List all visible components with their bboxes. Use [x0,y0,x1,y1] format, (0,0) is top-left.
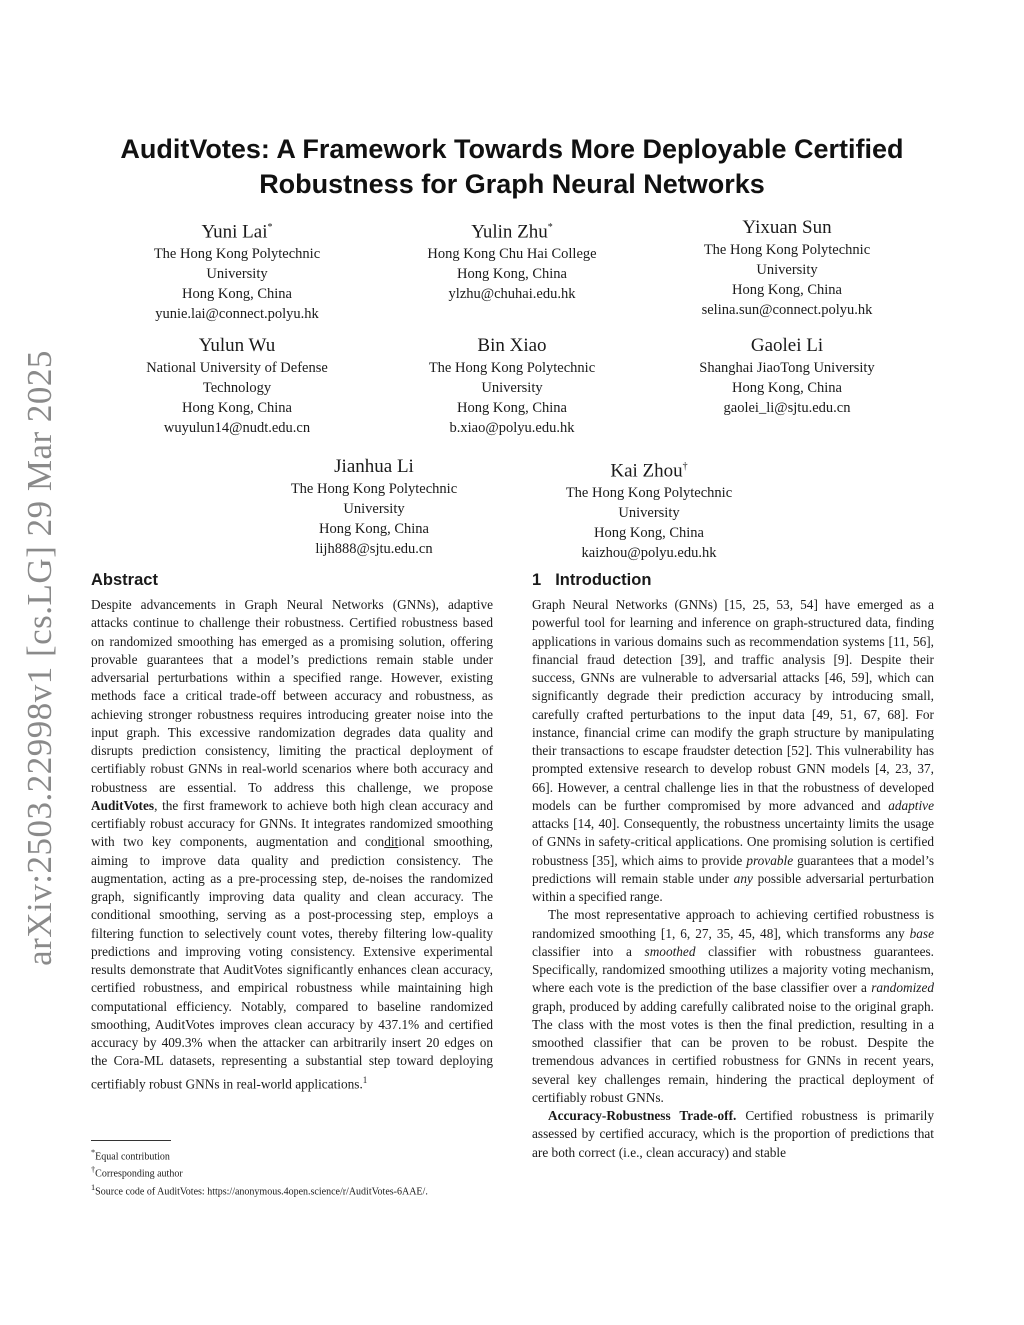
author-mark: * [547,222,553,233]
author-affiliation: Hong Kong Chu Hai College [427,246,597,263]
abstract-underlined-letters: g [268,834,276,850]
abstract-bold-term: AuditVotes [91,797,155,813]
intro-emphasis: randomized [871,980,934,996]
abstract-paragraph [91,596,493,1093]
author-affiliation: University [343,501,405,517]
author-email: lijh888@sjtu.edu.cn [315,541,433,557]
intro-text: classifier into a [532,943,645,959]
intro-text: Graph Neural Networks (GNNs) [15, 25, 53, 54] have emerged as a powerful tool for learning and inference on graph-structured data, finding applications in various domains such as recommendation systems [11, 56], financial fraud detection [39], and traffic analysis [9]. Despite their success, GNNs are vulnerable to adversarial attacks [46, 59], which can significantly degrade their prediction accuracy by introducing small, carefully crafted perturbations to the input data [49, 51, 67, 68]. For instance, financial crime can modify the graph structure by manipulating their transactions to escape fraudster detection [52]. This vulnerability has prompted extensive research to develop robust GNN models [4, 23, 37, 66]. However, a central challenge lies in that the robustness of developed models can be further compromised by more advanced and [532,597,934,813]
footnote-text: Equal contribution [95,1151,170,1163]
footnote-text: Corresponding author [95,1168,183,1180]
author-location: Hong Kong, China [319,521,429,537]
author-location: Hong Kong, China [732,282,842,298]
abstract-text: mentation and [275,834,365,850]
footnotes [91,1146,511,1198]
author-email: yunie.lai@connect.polyu.hk [155,306,319,323]
author-affiliation: The Hong Kong Polytechnic [290,481,458,497]
author-location: Hong Kong, China [182,400,292,416]
arxiv-identifier-stamp [8,348,72,968]
arxiv-id-text: arXiv:2503.22998v1 [cs.LG] 29 Mar 2025 [20,350,59,966]
intro-emphasis: any [733,870,753,886]
author-block-yulun-wu [117,334,357,438]
author-email: wuyulun14@nudt.edu.cn [163,420,311,436]
section-title: Introduction [555,571,652,589]
author-email: b.xiao@polyu.edu.hk [449,420,575,436]
section-number: 1 [532,571,542,589]
abstract-underlined-letters: dit [384,834,399,850]
paper-title [96,132,928,202]
author-email: selina.sun@connect.polyu.hk [701,302,873,318]
abstract-text: au [256,834,269,850]
abstract-heading: Abstract [91,571,158,589]
footnote-text: Source code of AuditVotes: https://anonymous.4open.science/r/AuditVotes-6AAE/. [95,1185,428,1197]
author-name: Yulun Wu [198,335,276,356]
author-name: Bin Xiao [477,335,547,356]
author-affiliation: University [756,262,818,278]
intro-text: guarantees that a model’s predictions will remain stable under [532,852,934,886]
author-affiliation: Technology [202,380,272,396]
intro-text: Certified robustness is primarily assessed by certified accuracy, which is the proportion of predictions that are both correct (i.e., clean accuracy) and stable [532,1108,934,1160]
author-affiliation: The Hong Kong Polytechnic [428,360,596,376]
footnote-mark: † [91,1165,96,1175]
author-location: Hong Kong, China [457,266,567,283]
title-line-2: Robustness for Graph Neural Networks [259,169,765,199]
author-email: kaizhou@polyu.edu.hk [581,545,717,562]
author-location: Hong Kong, China [182,286,292,303]
author-email: ylzhu@chuhai.edu.hk [448,286,576,303]
intro-text: classifier with robustness guarantees. Specifically, randomized smoothing utilizes a majority voting mechanism, where each vote is the prediction of the base classifier over a [532,943,934,996]
author-affiliation: The Hong Kong Polytechnic [703,242,871,258]
abstract-body [91,596,493,1093]
author-name: Yulin Zhu [471,221,548,243]
author-block-bin-xiao [392,334,632,438]
author-name: Kai Zhou [610,460,683,482]
introduction-body [532,596,934,1162]
intro-emphasis: adaptive [888,797,934,813]
author-name: Yuni Lai [201,221,268,243]
author-block-yixuan-sun [667,216,907,320]
introduction-heading [532,570,651,590]
intro-text: The most representative approach to achieving certified robustness is randomized smoothing [1, 6, 27, 35, 45, 48], which transforms any [532,907,934,941]
footnote-source-code [91,1181,511,1198]
author-name: Yixuan Sun [742,217,832,238]
author-name: Gaolei Li [750,335,824,356]
footnote-equal-contribution [91,1146,511,1163]
abstract-text: Despite advancements in Graph Neural Networks (GNNs), adaptive attacks continue to challenge their robustness. Certified robustness based on randomized smoothing has emerged as a promising solution, offering provable guarantees that a model’s predictions remain stable under adversarial perturbations within a specified range. However, existing methods face a critical trade-off between accuracy and robustness, as achieving stronger robustness requires introducing greater noise into the input graph. This excessive randomization degrades data quality and disrupts prediction consistency, limiting the practical deployment of certifiably robust GNNs in real-world scenarios where both accuracy and robustness are essential. To address this challenge, we propose [91,597,493,795]
author-affiliation: Shanghai JiaoTong University [699,360,875,376]
author-location: Hong Kong, China [457,400,567,416]
intro-paragraph-1 [532,596,934,906]
author-mark: * [267,222,273,233]
author-name: Jianhua Li [334,456,414,477]
author-affiliation: University [481,380,543,396]
author-block-yulin-zhu [392,216,632,304]
title-line-1: AuditVotes: A Framework Towards More Deployable Certified [120,134,904,164]
abstract-text: , the first framework to achieve both high clean accuracy and certifiably robust accuracy for GNNs. It integrates randomized smoothing with two key components, [91,797,493,850]
author-affiliation: University [206,266,268,283]
footnote-marker: 1 [362,1074,368,1085]
intro-emphasis: base [909,925,934,941]
author-affiliation: National University of Defense [146,360,328,376]
intro-text: graph, produced by adding carefully calibrated noise to the original graph. The class with the most votes is then the final prediction, resulting in a smoothed classifier that can be proven to be robust. Despite the tremendous advances in certified robustness for GNNs in recent years, several key challenges remain, hindering the practical deployment of certifiably robust GNNs. [532,998,934,1105]
author-block-jianhua-li [254,455,494,559]
abstract-text: ional smoothing, aiming to improve data quality and prediction consistency. The augmentation, acting as a pre-processing step, de-noises the randomized graph, significantly improving data quality and clean accuracy. The conditional smoothing, serving as a post-processing step, employs a filtering function to selectively count votes, thereby filtering low-quality predictions and improving voting consistency. Extensive experimental results demonstrate that AuditVotes significantly enhances clean accuracy, certified robustness, and empirical robustness while maintaining high computational efficiency. Notably, compared to baseline randomized smoothing, AuditVotes improves clean accuracy by 437.1% and certified accuracy by 409.3% when the attacker can arbitrarily insert 20 edges on the Cora-ML datasets, representing a substantial step toward deploying certifiably robust GNNs in real-world applications. [91,834,493,1091]
author-block-yuni-lai [117,216,357,324]
intro-paragraph-2 [532,906,934,1107]
footnote-mark: 1 [91,1182,96,1192]
intro-run-in-heading: Accuracy-Robustness Trade-off. [548,1108,737,1123]
author-affiliation: The Hong Kong Polytechnic [565,485,733,502]
intro-paragraph-3 [532,1107,934,1162]
intro-emphasis: provable [746,852,794,868]
author-block-gaolei-li [667,334,907,418]
author-block-kai-zhou [529,455,769,563]
author-affiliation: University [618,505,680,522]
author-mark: † [682,461,688,472]
author-location: Hong Kong, China [594,525,704,542]
intro-text: attacks [14, 40]. Consequently, the robustness uncertainty limits the usage of GNNs in safety-critical applications. One promising solution is certified robustness [35], which aims to provide [532,816,934,868]
intro-emphasis: smoothed [644,943,696,959]
footnote-divider [91,1140,171,1141]
author-affiliation: The Hong Kong Polytechnic [153,246,321,263]
footnote-mark: * [91,1148,96,1157]
intro-text: possible adversarial perturbation within a specified range. [532,870,934,904]
author-location: Hong Kong, China [732,380,842,396]
footnote-corresponding-author [91,1163,511,1180]
abstract-text: con [365,834,385,850]
author-email: gaolei_li@sjtu.edu.cn [723,400,851,416]
